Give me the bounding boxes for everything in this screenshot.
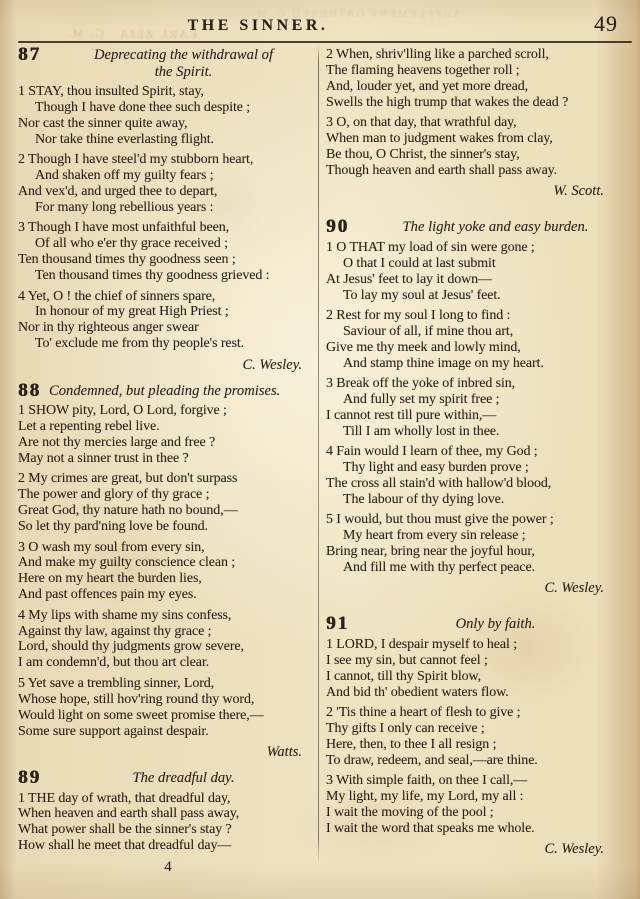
verse-line: The cross all stain'd with hallow'd blood, <box>326 476 552 492</box>
verse-line: I cannot, till thy Spirit blow, <box>326 668 482 684</box>
hymn-number: 90 <box>326 216 349 238</box>
verse-line: I see my sin, but cannot feel ; <box>326 652 488 668</box>
verse-line: Nor take thine everlasting flight. <box>35 131 214 147</box>
hymn-title-line: Condemned, but pleading the promises. <box>49 382 281 399</box>
hymn-verse <box>326 705 634 769</box>
hymn-title-line: The dreadful day. <box>132 769 235 786</box>
verse-line: At Jesus' feet to lay it down— <box>326 271 492 287</box>
hymn-title <box>49 47 318 80</box>
verse-line: The labour of thy dying love. <box>343 491 505 507</box>
hymn-number: 87 <box>18 44 41 65</box>
verse-line: Ten thousand times thy goodness seen ; <box>18 252 236 268</box>
verse-line: When man to judgment wakes from clay, <box>326 131 553 147</box>
verse-line: 3 O wash my soul from every sin, <box>18 539 205 555</box>
verse-line: Of all who e'er thy grace received ; <box>35 236 228 252</box>
verse-line: To lay my soul at Jesus' feet. <box>343 287 501 303</box>
verse-line: My light, my life, my Lord, my all : <box>326 789 524 805</box>
verse-line: And stamp thine image on my heart. <box>343 355 544 371</box>
hymn-verse <box>326 240 634 304</box>
verse-line: Some sure support against despair. <box>18 723 209 739</box>
verse-line: Are not thy mercies large and free ? <box>18 435 216 451</box>
verse-line: Here on my heart the burden lies, <box>18 571 202 587</box>
verse-line: 2 'Tis thine a heart of flesh to give ; <box>326 705 521 721</box>
signature-mark: 4 <box>164 858 172 875</box>
verse-line: And vex'd, and urged thee to depart, <box>18 184 218 200</box>
verse-line: When heaven and earth shall pass away, <box>18 806 240 822</box>
verse-line: In honour of my great High Priest ; <box>35 304 229 320</box>
verse-line: Be thou, O Christ, the sinner's stay, <box>326 146 520 162</box>
verse-line: 4 Yet, O ! the chief of sinners spare, <box>18 288 216 304</box>
hymn-title <box>49 770 318 787</box>
attribution: Watts. <box>266 743 302 760</box>
hymn-verse <box>18 471 318 535</box>
verse-line: 2 My crimes are great, but don't surpass <box>18 471 238 487</box>
hymn-verse <box>326 115 634 179</box>
verse-line: I wait the word that speaks me whole. <box>326 821 535 837</box>
hymn-verse <box>326 308 634 372</box>
verse-line: Would light on some sweet promise there,— <box>18 707 264 723</box>
verse-line: 1 STAY, thou insulted Spirit, stay, <box>18 84 204 100</box>
verse-line: 4 My lips with shame my sins confess, <box>18 607 232 623</box>
verse-line: Give me thy meek and lowly mind, <box>326 339 521 355</box>
verse-line: 3 O, on that day, that wrathful day, <box>326 115 517 131</box>
verse-line: Nor cast the sinner quite away, <box>18 116 188 131</box>
verse-line: 2 Though I have steel'd my stubborn heart, <box>18 152 254 168</box>
hymn-heading <box>18 379 318 401</box>
hymn-verse <box>18 289 318 353</box>
verse-line: So let thy pard'ning love be found. <box>18 519 208 535</box>
attribution: W. Scott. <box>553 183 604 200</box>
hymn-title <box>49 383 318 400</box>
hymn-heading <box>18 766 318 788</box>
verse-line: 5 I would, but thou must give the power ; <box>326 512 554 528</box>
verse-line: 1 O THAT my load of sin were gone ; <box>326 239 535 255</box>
verse-line: And fill me with thy perfect peace. <box>343 560 536 576</box>
hymn-number: 91 <box>326 613 349 635</box>
verse-line: To draw, redeem, and seal,—are thine. <box>326 752 538 768</box>
attribution: C. Wesley. <box>544 841 604 858</box>
hymn-title-line: the Spirit. <box>154 63 213 80</box>
verse-line: Here, then, to thee I all resign ; <box>326 737 497 752</box>
verse-line: To' exclude me from thy people's rest. <box>35 336 245 352</box>
page-number: 49 <box>594 11 618 36</box>
hymn-number: 89 <box>18 766 41 788</box>
hymn-verse <box>18 540 318 604</box>
verse-line: 1 LORD, I despair myself to heal ; <box>326 637 518 653</box>
verse-line: Swells the high trump that wakes the dead ? <box>326 94 569 110</box>
left-column <box>18 44 318 876</box>
verse-line: And bid th' obedient waters flow. <box>326 684 509 700</box>
verse-line: I cannot rest till pure within,— <box>326 407 497 423</box>
bleedthrough-ghost-text: SUPPLEMENT GATHERED C. M. <box>250 8 460 20</box>
verse-line: And fully set my spirit free ; <box>343 392 500 407</box>
hymn-verse <box>326 512 634 576</box>
verse-line: Till I am wholly lost in thee. <box>343 423 500 439</box>
hymn-verse <box>326 773 634 837</box>
verse-line: Saviour of all, if mine thou art, <box>343 323 514 339</box>
verse-line: Though heaven and earth shall pass away. <box>326 162 558 178</box>
hymn-heading <box>326 613 634 635</box>
verse-line: 2 Rest for my soul I long to find : <box>326 307 511 323</box>
verse-line: And past offences pain my eyes. <box>18 587 197 603</box>
verse-line: Let a repenting rebel live. <box>18 419 160 435</box>
verse-line: Great God, thy nature hath no bound,— <box>18 503 238 519</box>
verse-line: For many long rebellious years : <box>35 200 214 216</box>
verse-line: And, louder yet, and yet more dread, <box>326 78 529 94</box>
verse-line: My heart from every sin release ; <box>343 528 526 544</box>
verse-line: Though I have done thee such despite ; <box>35 100 251 116</box>
verse-line: Thy light and easy burden prove ; <box>343 460 529 476</box>
hymn-verse <box>326 637 634 701</box>
verse-line: 3 Break off the yoke of inbred sin, <box>326 376 516 392</box>
verse-line: Whose hope, still hov'ring round thy word, <box>18 691 255 707</box>
verse-line: And shaken off my guilty fears ; <box>35 168 214 184</box>
verse-line: 1 THE day of wrath, that dreadful day, <box>18 790 231 806</box>
hymn-verse <box>18 84 318 148</box>
verse-line: 2 When, shriv'lling like a parched scroll, <box>326 47 549 62</box>
verse-line: Ten thousand times thy goodness grieved : <box>35 268 270 284</box>
hymn-title-line: The light yoke and easy burden. <box>402 219 589 236</box>
hymn-verse <box>18 608 318 672</box>
verse-line: Nor in thy righteous anger swear <box>18 320 199 336</box>
hymn-heading <box>18 44 318 80</box>
hymn-verse <box>18 152 318 216</box>
hymn-verse <box>18 676 318 740</box>
verse-line: 3 Though I have most unfaithful been, <box>18 220 230 236</box>
hymn-number: 88 <box>18 379 41 401</box>
verse-line: What power shall be the sinner's stay ? <box>18 822 232 838</box>
verse-line: 1 SHOW pity, Lord, O Lord, forgive ; <box>18 403 227 419</box>
verse-line: Against thy law, against thy grace ; <box>18 623 212 639</box>
attribution: C. Wesley. <box>242 356 302 373</box>
verse-line: 4 Fain would I learn of thee, my God ; <box>326 444 538 460</box>
hymn-title-line: Only by faith. <box>455 616 536 633</box>
hymn-verse <box>18 220 318 284</box>
bleedthrough-ghost-text: C. M. <box>66 26 104 40</box>
verse-line: O that I could at last submit <box>343 255 496 271</box>
verse-line: I am condemn'd, but thou art clear. <box>18 655 210 671</box>
bleedthrough-ghost-text: EARL ZEIA <box>118 27 198 41</box>
hymn-verse <box>18 791 318 855</box>
verse-line: I wait the moving of the pool ; <box>326 805 494 821</box>
hymn-verse <box>326 47 634 111</box>
verse-line: The flaming heavens together roll ; <box>326 62 520 78</box>
verse-line: Bring near, bring near the joyful hour, <box>326 544 535 560</box>
verse-line: How shall he meet that dreadful day— <box>18 838 232 854</box>
hymn-verse <box>326 444 634 508</box>
text-columns <box>18 44 634 876</box>
hymn-verse <box>18 403 318 467</box>
verse-line: 3 With simple faith, on thee I call,— <box>326 773 528 789</box>
verse-line: Lord, should thy judgments grow severe, <box>18 639 244 655</box>
header-rule <box>18 41 632 43</box>
hymn-heading <box>326 216 634 238</box>
verse-line: The power and glory of thy grace ; <box>18 487 210 503</box>
attribution: C. Wesley. <box>544 580 604 597</box>
verse-line: May not a sinner trust in thee ? <box>18 451 189 466</box>
hymn-verse <box>326 376 634 440</box>
hymn-title-line: Deprecating the withdrawal of <box>93 47 274 63</box>
hymn-title <box>357 616 634 633</box>
verse-line: And make my guilty conscience clean ; <box>18 555 236 571</box>
verse-line: Thy gifts I only can receive ; <box>326 721 485 737</box>
page-title: THE SINNER. <box>187 17 329 34</box>
verse-line: 5 Yet save a trembling sinner, Lord, <box>18 675 215 691</box>
hymn-title <box>357 219 634 236</box>
right-column <box>326 47 634 876</box>
